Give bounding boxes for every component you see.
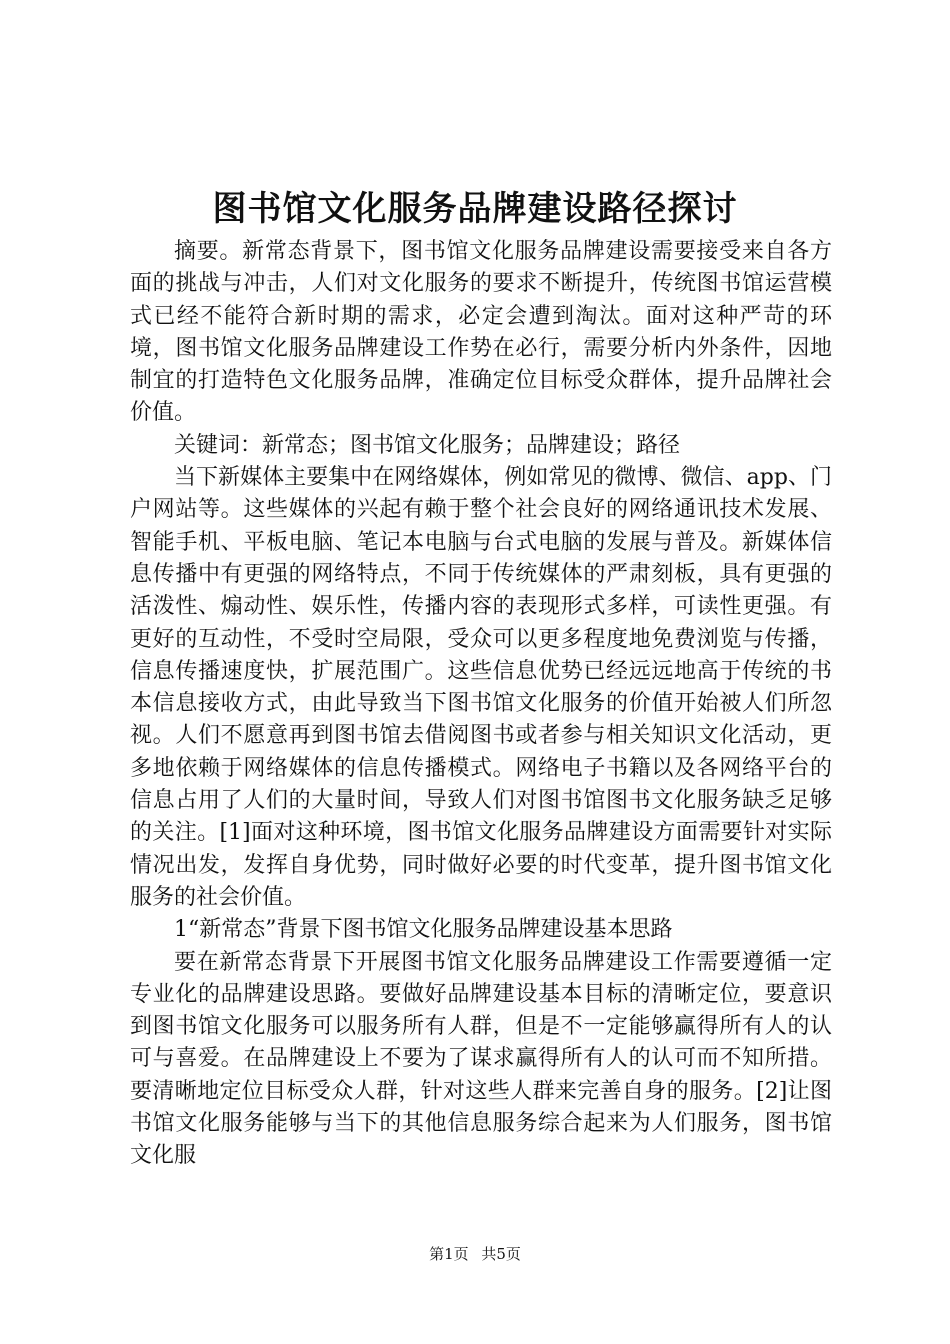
page-total: 共5页 bbox=[481, 1245, 521, 1263]
keywords-paragraph: 关键词：新常态；图书馆文化服务；品牌建设；路径 bbox=[174, 432, 681, 458]
page-footer bbox=[0, 1244, 950, 1264]
abstract-paragraph: 摘要。新常态背景下，图书馆文化服务品牌建设需要接受来自各方面的挑战与冲击，人们对文化服务的要求不断提升，传统图书馆运营模式已经不能符合新时期的需求，必定会遭到淘汰。面对这种严苛的环境，图书馆文化服务品牌建设工作势在必行，需要分析内外条件，因地制宜的打造特色文化服务品牌，准确定位目标受众群体，提升品牌社会价值。 bbox=[130, 239, 832, 426]
document-title: 图书馆文化服务品牌建设路径探讨 bbox=[212, 189, 738, 229]
page-number: 第1页 bbox=[429, 1245, 469, 1263]
body-paragraph: 当下新媒体主要集中在网络媒体，例如常见的微博、微信、app、门户网站等。这些媒体的兴起有赖于整个社会良好的网络通讯技术发展、智能手机、平板电脑、笔记本电脑与台式电脑的发展与普及。新媒体信息传播中有更强的网络特点，不同于传统媒体的严肃刻板，具有更强的活泼性、煽动性、娱乐性，传播内容的表现形式多样，可读性更强。有更好的互动性，不受时空局限，受众可以更多程度地免费浏览与传播，信息传播速度快，扩展范围广。这些信息优势已经远远地高于传统的书本信息接收方式，由此导致当下图书馆文化服务的价值开始被人们所忽视。人们不愿意再到图书馆去借阅图书或者参与相关知识文化活动，更多地依赖于网络媒体的信息传播模式。网络电子书籍以及各网络平台的信息占用了人们的大量时间，导致人们对图书馆图书文化服务缺乏足够的关注。[1]面对这种环境，图书馆文化服务品牌建设方面需要针对实际情况出发，发挥自身优势，同时做好必要的时代变革，提升图书馆文化服务的社会价值。 bbox=[130, 465, 832, 910]
document-body bbox=[130, 236, 832, 1173]
body-paragraph: 要在新常态背景下开展图书馆文化服务品牌建设工作需要遵循一定专业化的品牌建设思路。要做好品牌建设基本目标的清晰定位，要意识到图书馆文化服务可以服务所有人群，但是不一定能够赢得所有人的认可与喜爱。在品牌建设上不要为了谋求赢得所有人的认可而不知所措。要清晰地定位目标受众人群，针对这些人群来完善自身的服务。[2]让图书馆文化服务能够与当下的其他信息服务综合起来为人们服务，图书馆文化服 bbox=[130, 949, 832, 1169]
section-heading: 1“新常态”背景下图书馆文化服务品牌建设基本思路 bbox=[174, 917, 673, 943]
